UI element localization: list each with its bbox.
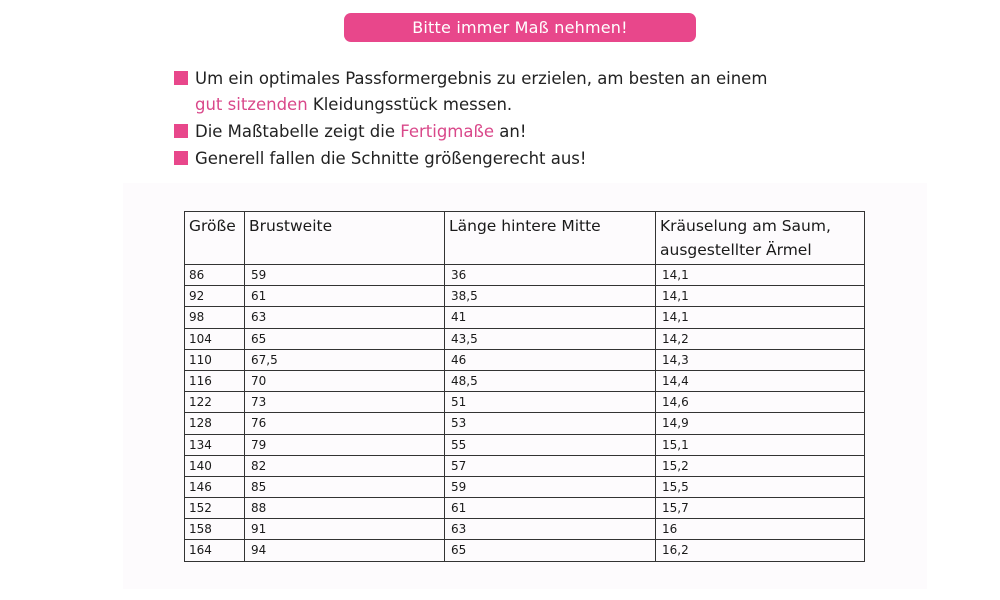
cell-size: 158 (185, 519, 245, 540)
note-highlight: gut sitzenden (195, 95, 308, 114)
cell-size: 140 (185, 455, 245, 476)
cell-chest: 65 (245, 328, 445, 349)
cell-ruffle: 14,1 (656, 265, 865, 286)
size-chart-table (184, 211, 865, 562)
cell-size: 146 (185, 476, 245, 497)
cell-back-length: 48,5 (445, 370, 656, 391)
cell-size: 134 (185, 434, 245, 455)
cell-size: 128 (185, 413, 245, 434)
column-header-size: Größe (185, 212, 245, 265)
cell-back-length: 53 (445, 413, 656, 434)
cell-back-length: 38,5 (445, 286, 656, 307)
pink-square-bullet-icon (174, 151, 188, 165)
table-row (185, 540, 865, 561)
cell-back-length: 46 (445, 349, 656, 370)
cell-chest: 70 (245, 370, 445, 391)
cell-ruffle: 14,9 (656, 413, 865, 434)
table-row (185, 265, 865, 286)
table-row (185, 498, 865, 519)
cell-chest: 88 (245, 498, 445, 519)
cell-back-length: 41 (445, 307, 656, 328)
cell-chest: 73 (245, 392, 445, 413)
table-row (185, 392, 865, 413)
table-row (185, 434, 865, 455)
column-header-ruffle: Kräuselung am Saum, ausgestellter Ärmel (656, 212, 865, 265)
cell-size: 104 (185, 328, 245, 349)
cell-chest: 79 (245, 434, 445, 455)
cell-ruffle: 16,2 (656, 540, 865, 561)
cell-chest: 63 (245, 307, 445, 328)
cell-chest: 85 (245, 476, 445, 497)
table-row (185, 370, 865, 391)
cell-back-length: 61 (445, 498, 656, 519)
cell-chest: 61 (245, 286, 445, 307)
note-text: Generell fallen die Schnitte größengerecht aus! (195, 149, 587, 168)
cell-size: 164 (185, 540, 245, 561)
cell-chest: 94 (245, 540, 445, 561)
notes-list (172, 66, 872, 172)
cell-back-length: 63 (445, 519, 656, 540)
cell-ruffle: 15,5 (656, 476, 865, 497)
cell-size: 110 (185, 349, 245, 370)
table-row (185, 328, 865, 349)
cell-ruffle: 15,1 (656, 434, 865, 455)
cell-ruffle: 14,1 (656, 286, 865, 307)
note-text: Um ein optimales Passformergebnis zu erzielen, am besten an einem (195, 69, 768, 88)
table-row (185, 519, 865, 540)
pink-square-bullet-icon (174, 71, 188, 85)
cell-ruffle: 14,4 (656, 370, 865, 391)
cell-ruffle: 15,2 (656, 455, 865, 476)
cell-chest: 67,5 (245, 349, 445, 370)
cell-size: 92 (185, 286, 245, 307)
cell-back-length: 57 (445, 455, 656, 476)
table-row (185, 307, 865, 328)
cell-chest: 76 (245, 413, 445, 434)
cell-chest: 82 (245, 455, 445, 476)
table-body (185, 265, 865, 562)
cell-back-length: 43,5 (445, 328, 656, 349)
cell-size: 98 (185, 307, 245, 328)
table-row (185, 349, 865, 370)
cell-chest: 91 (245, 519, 445, 540)
cell-size: 116 (185, 370, 245, 391)
cell-ruffle: 14,2 (656, 328, 865, 349)
note-text: Kleidungsstück messen. (312, 95, 513, 114)
note-item (172, 119, 872, 145)
cell-ruffle: 16 (656, 519, 865, 540)
note-highlight: Fertigmaße (400, 122, 495, 141)
table-row (185, 476, 865, 497)
table-row (185, 286, 865, 307)
cell-size: 152 (185, 498, 245, 519)
column-header-back-length: Länge hintere Mitte (445, 212, 656, 265)
cell-ruffle: 14,3 (656, 349, 865, 370)
cell-back-length: 36 (445, 265, 656, 286)
cell-ruffle: 15,7 (656, 498, 865, 519)
table-header-row (185, 212, 865, 265)
cell-size: 86 (185, 265, 245, 286)
note-text: Die Maßtabelle zeigt die (195, 122, 395, 141)
cell-back-length: 55 (445, 434, 656, 455)
cell-back-length: 51 (445, 392, 656, 413)
cell-back-length: 65 (445, 540, 656, 561)
pink-square-bullet-icon (174, 124, 188, 138)
cell-chest: 59 (245, 265, 445, 286)
table-row (185, 413, 865, 434)
cell-back-length: 59 (445, 476, 656, 497)
column-header-chest: Brustweite (245, 212, 445, 265)
cell-ruffle: 14,6 (656, 392, 865, 413)
cell-ruffle: 14,1 (656, 307, 865, 328)
cell-size: 122 (185, 392, 245, 413)
note-text: an! (499, 122, 527, 141)
note-item (172, 146, 872, 172)
measure-banner: Bitte immer Maß nehmen! (344, 13, 696, 42)
note-item (172, 66, 872, 118)
table-row (185, 455, 865, 476)
